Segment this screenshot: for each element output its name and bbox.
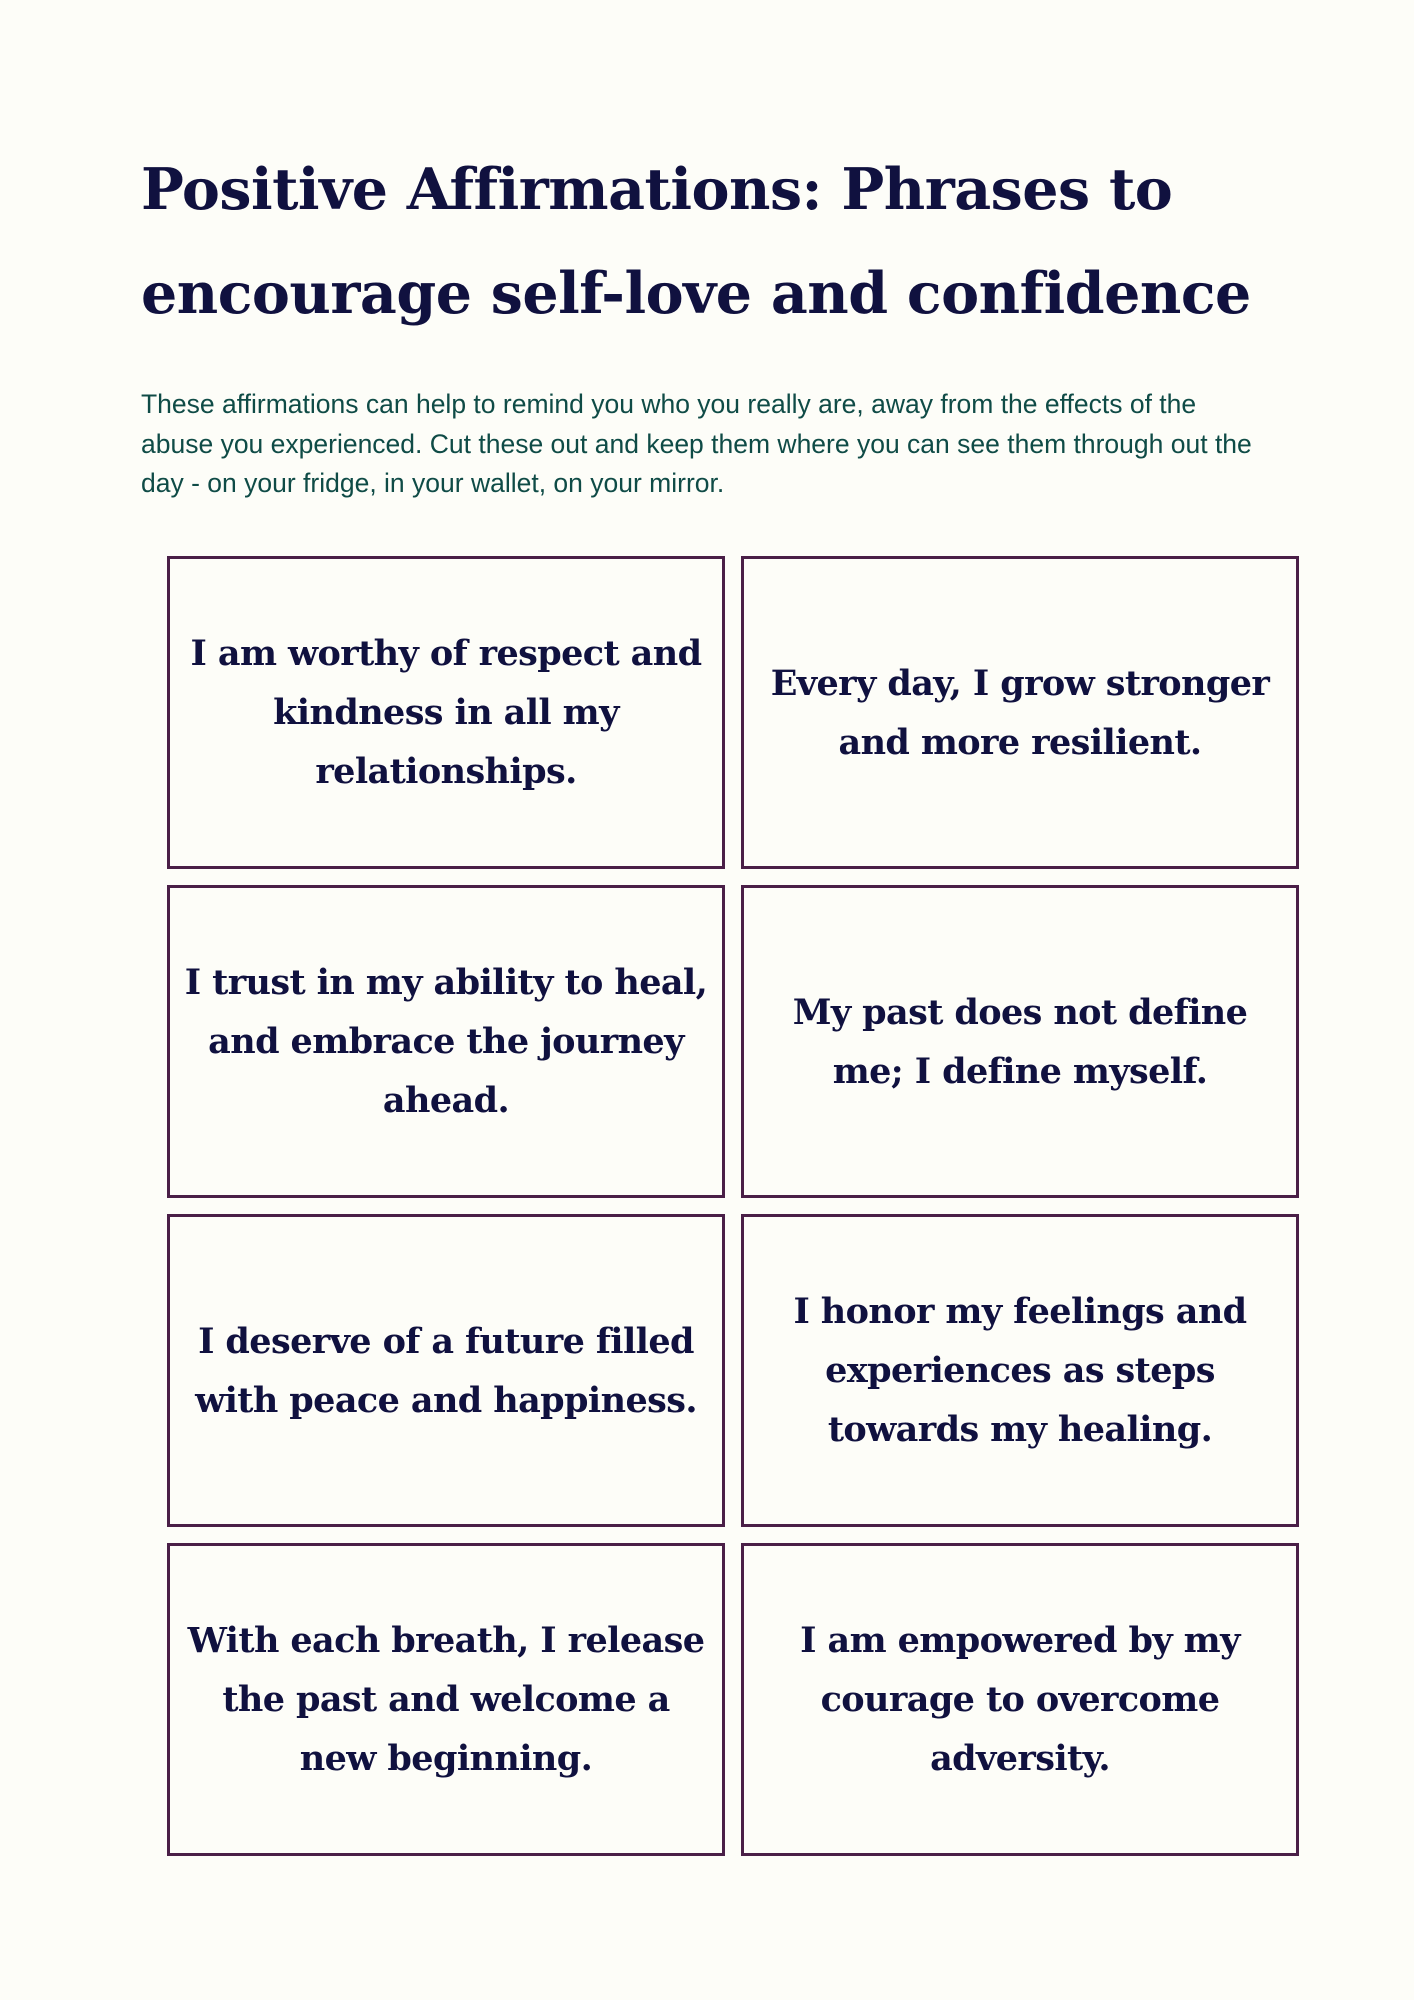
affirmation-text: I am worthy of respect and kindness in all my relationships.	[190, 633, 702, 792]
page-title: Positive Affirmations: Phrases to encourage self-love and confidence	[141, 156, 1251, 327]
affirmation-card	[167, 1543, 725, 1856]
intro-paragraph: These affirmations can help to remind you who you really are, away from the effects of the abuse you experienced. Cut these out and keep them where you can see them through out the day - on your fridge, in your wallet, on your mirror.	[141, 389, 1252, 498]
affirmation-text: Every day, I grow stronger and more resilient.	[770, 662, 1270, 763]
affirmation-card	[167, 885, 725, 1198]
affirmation-text: I am empowered by my courage to overcome adversity.	[800, 1620, 1240, 1779]
affirmation-card	[741, 556, 1299, 869]
affirmation-text: With each breath, I release the past and welcome a new beginning.	[187, 1620, 705, 1779]
affirmation-cards-grid	[167, 556, 1299, 1856]
affirmation-card	[741, 885, 1299, 1198]
affirmation-text: My past does not define me; I define myself.	[792, 991, 1248, 1092]
affirmation-card	[167, 556, 725, 869]
affirmation-text: I honor my feelings and experiences as steps towards my healing.	[793, 1291, 1247, 1450]
affirmation-text: I trust in my ability to heal, and embrace the journey ahead.	[184, 962, 708, 1121]
affirmation-card	[167, 1214, 725, 1527]
affirmation-card	[741, 1214, 1299, 1527]
affirmation-card	[741, 1543, 1299, 1856]
affirmation-text: I deserve of a future filled with peace and happiness.	[195, 1320, 697, 1421]
